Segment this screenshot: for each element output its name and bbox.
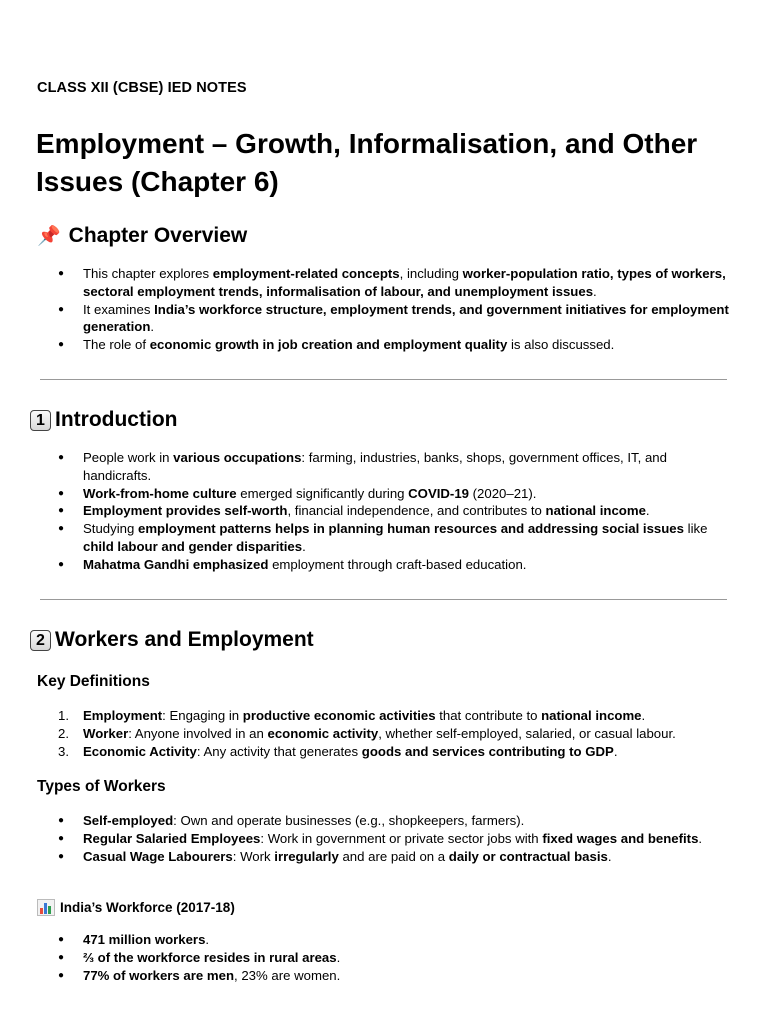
list-item bbox=[58, 848, 730, 866]
introduction-heading-text: Introduction bbox=[55, 408, 178, 431]
list-item bbox=[58, 830, 730, 848]
text: . bbox=[607, 848, 612, 864]
bold-text: COVID-19 bbox=[408, 485, 469, 501]
text: : Own and operate businesses (e.g., shopkeepers, farmers). bbox=[173, 813, 525, 828]
bold-text: daily or contractual basis bbox=[448, 848, 608, 864]
list-number: 1. bbox=[58, 708, 69, 723]
text: : farming, industries, banks, shops, government offices, IT, and handicrafts. bbox=[83, 450, 667, 483]
bold-text: national income bbox=[541, 708, 642, 723]
list-item bbox=[58, 336, 730, 354]
list-number: 2. bbox=[58, 725, 69, 741]
text: is also discussed. bbox=[507, 337, 615, 353]
bold-text: India’s workforce structure, employment trends, and government initiatives for employment generation bbox=[83, 301, 729, 335]
bold-text: Mahatma Gandhi emphasized bbox=[83, 556, 269, 572]
list-item bbox=[58, 707, 730, 725]
workers-heading bbox=[37, 628, 314, 652]
text: Studying bbox=[83, 521, 138, 537]
text: that contribute to bbox=[435, 708, 542, 723]
text: , financial independence, and contributes to bbox=[287, 503, 546, 519]
bold-text: worker-population ratio, types of workers, sectoral employment trends, informalisation of labour, and unemployment issues bbox=[83, 266, 726, 299]
bold-text: fixed wages and benefits bbox=[542, 830, 699, 846]
list-item bbox=[58, 967, 730, 985]
bold-text: economic growth in job creation and employment quality bbox=[149, 337, 508, 353]
introduction-list bbox=[58, 449, 730, 574]
text: (2020–21). bbox=[468, 485, 537, 501]
text: and are paid on a bbox=[338, 848, 449, 864]
text: , 23% are women. bbox=[234, 967, 341, 983]
bold-text: productive economic activities bbox=[242, 708, 436, 723]
bold-text: Work-from-home culture bbox=[83, 485, 237, 501]
bar-chart-icon bbox=[37, 899, 55, 916]
text: . bbox=[645, 503, 650, 519]
types-of-workers-list bbox=[58, 812, 730, 865]
text: This chapter explores bbox=[83, 266, 213, 281]
list-item bbox=[58, 265, 730, 301]
bold-text: national income bbox=[545, 503, 646, 519]
text: , including bbox=[399, 266, 463, 281]
pushpin-icon: 📌 bbox=[37, 226, 61, 247]
bold-text: irregularly bbox=[274, 848, 339, 864]
bold-text: Economic Activity bbox=[83, 743, 197, 759]
bold-text: Employment bbox=[83, 708, 163, 723]
workforce-heading bbox=[37, 899, 235, 916]
bold-text: goods and services contributing to GDP bbox=[361, 743, 614, 759]
text: : Any activity that generates bbox=[196, 743, 362, 759]
list-number: 3. bbox=[58, 743, 69, 759]
list-item bbox=[58, 556, 730, 574]
list-item bbox=[58, 725, 730, 743]
key-definitions-list bbox=[58, 707, 730, 760]
bold-text: Worker bbox=[83, 725, 129, 741]
text: , whether self-employed, salaried, or casual labour. bbox=[378, 725, 676, 741]
text: . bbox=[150, 319, 155, 335]
text: . bbox=[698, 830, 703, 846]
section-divider bbox=[40, 379, 727, 380]
types-of-workers-heading: Types of Workers bbox=[37, 778, 166, 795]
keycap-one-icon: 1 bbox=[30, 410, 51, 431]
keycap-two-icon: 2 bbox=[30, 630, 51, 651]
text: . bbox=[302, 538, 306, 554]
bold-text: Employment provides self-worth bbox=[83, 503, 288, 519]
bold-text: ⅔ of the workforce resides in rural areas bbox=[83, 949, 337, 965]
text: . bbox=[336, 949, 341, 965]
text: . bbox=[613, 743, 618, 759]
text: The role of bbox=[83, 337, 150, 353]
bold-text: employment patterns helps in planning human resources and addressing social issues bbox=[138, 521, 684, 537]
class-label: CLASS XII (CBSE) IED NOTES bbox=[37, 80, 247, 96]
overview-list bbox=[58, 265, 730, 354]
text: : Work bbox=[232, 848, 275, 864]
text: : Work in government or private sector jobs with bbox=[260, 830, 543, 846]
list-item bbox=[58, 301, 730, 337]
bold-text: 471 million workers bbox=[83, 932, 206, 947]
text: . bbox=[593, 283, 597, 299]
list-item bbox=[58, 502, 730, 520]
bold-text: 77% of workers are men bbox=[83, 967, 234, 983]
key-definitions-heading: Key Definitions bbox=[37, 673, 150, 690]
bold-text: Self-employed bbox=[83, 813, 174, 828]
text: : Anyone involved in an bbox=[128, 725, 268, 741]
text: emerged significantly during bbox=[236, 485, 409, 501]
text: It examines bbox=[83, 301, 155, 317]
list-item bbox=[58, 743, 730, 761]
list-item bbox=[58, 949, 730, 967]
text: like bbox=[683, 521, 708, 537]
workforce-list bbox=[58, 931, 730, 984]
chapter-overview-heading bbox=[37, 224, 247, 248]
text: : Engaging in bbox=[162, 708, 243, 723]
chapter-overview-heading-text: Chapter Overview bbox=[68, 224, 248, 247]
bold-text: Casual Wage Labourers bbox=[83, 848, 233, 864]
bold-text: employment-related concepts bbox=[212, 266, 400, 281]
section-divider bbox=[40, 599, 727, 600]
list-item bbox=[58, 931, 730, 949]
list-item bbox=[58, 449, 730, 485]
list-item bbox=[58, 485, 730, 503]
workers-heading-text: Workers and Employment bbox=[55, 628, 314, 651]
text: . bbox=[641, 708, 646, 723]
text: employment through craft-based education. bbox=[268, 556, 527, 572]
list-item bbox=[58, 812, 730, 830]
bold-text: various occupations bbox=[173, 450, 302, 465]
introduction-heading bbox=[37, 408, 177, 432]
list-item bbox=[58, 520, 730, 556]
workforce-heading-text: India’s Workforce (2017-18) bbox=[60, 900, 235, 915]
bold-text: economic activity bbox=[267, 725, 379, 741]
bold-text: Regular Salaried Employees bbox=[83, 830, 261, 846]
text: People work in bbox=[83, 450, 174, 465]
bold-text: child labour and gender disparities bbox=[83, 538, 303, 554]
document-title: Employment – Growth, Informalisation, and Other Issues (Chapter 6) bbox=[36, 128, 698, 197]
text: . bbox=[205, 932, 210, 947]
